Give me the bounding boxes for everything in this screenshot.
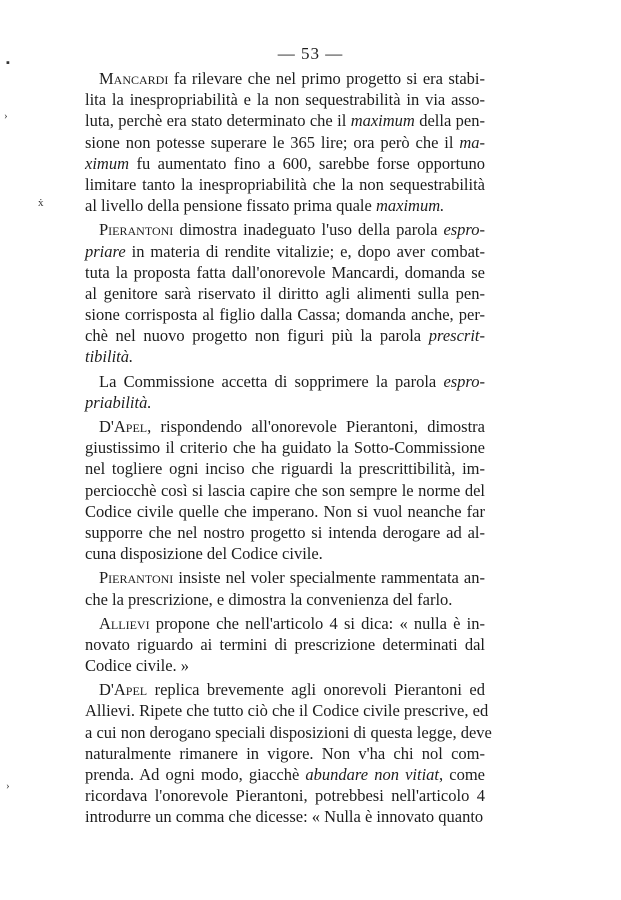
text-line bbox=[85, 679, 485, 700]
text-line bbox=[85, 132, 485, 153]
text-run: al genitore sarà riservato il diritto agli alimenti sulla pen- bbox=[85, 283, 485, 303]
speaker-name: D'Apel bbox=[99, 680, 148, 700]
text-line bbox=[85, 764, 485, 785]
text-run: replica brevemente agli onorevoli Pierantoni ed bbox=[147, 680, 485, 700]
text-run: fa rilevare che nel primo progetto si era stabi- bbox=[168, 69, 485, 88]
text-run: introdurre un comma che dicesse: « Nulla è innovato quanto bbox=[85, 807, 484, 827]
text-run: fu aumentato fino a 600, sarebbe forse opportuno bbox=[129, 153, 485, 173]
text-line bbox=[85, 304, 485, 325]
paragraph bbox=[85, 679, 492, 827]
text-run: nel togliere ogni inciso che riguardi la prescrittibilità, im- bbox=[85, 459, 485, 479]
margin-mark: › bbox=[6, 780, 10, 792]
text-run: propone che nell'articolo 4 si dica: « nulla è in- bbox=[149, 613, 485, 633]
text-run: a cui non derogano speciali disposizioni di questa legge, deve bbox=[85, 722, 492, 742]
text-line bbox=[85, 655, 485, 676]
italic-term: prescrit- bbox=[428, 326, 485, 346]
italic-term: espro- bbox=[443, 371, 485, 391]
text-line bbox=[85, 241, 485, 262]
paragraph bbox=[85, 371, 485, 413]
text-line bbox=[85, 89, 485, 110]
text-line bbox=[85, 700, 489, 721]
margin-mark: ▪ bbox=[6, 57, 10, 69]
text-run: chè nel nuovo progetto non figuri più la parola bbox=[85, 326, 429, 346]
text-line bbox=[85, 806, 485, 827]
text-run: , rispondendo all'onorevole Pierantoni, dimostra bbox=[147, 417, 485, 436]
text-run: al livello della pensione fissato prima quale bbox=[85, 196, 376, 216]
text-line bbox=[85, 68, 485, 89]
text-body bbox=[85, 68, 492, 828]
italic-term: tibilità. bbox=[85, 347, 134, 367]
text-run: insiste nel voler specialmente rammentata an- bbox=[173, 568, 485, 588]
text-line bbox=[85, 589, 485, 610]
text-line bbox=[85, 722, 492, 743]
text-run: novato riguardo ai termini di prescrizione determinati dal bbox=[85, 634, 485, 654]
margin-mark: ẋ bbox=[38, 197, 44, 209]
italic-term: maximum bbox=[350, 111, 415, 131]
italic-term: priare bbox=[85, 241, 126, 261]
speaker-name: D'Apel bbox=[99, 417, 148, 436]
paragraph bbox=[85, 68, 485, 216]
text-line bbox=[85, 371, 485, 392]
text-line bbox=[85, 743, 485, 764]
italic-term: maximum. bbox=[375, 196, 445, 216]
text-line bbox=[85, 785, 485, 806]
text-run: Allievi. Ripete che tutto ciò che il Codice civile prescrive, ed bbox=[85, 701, 489, 721]
text-run: dimostra inadeguato l'uso della parola bbox=[173, 220, 444, 240]
page-number: — 53 — bbox=[277, 44, 344, 63]
text-run: sione corrisposta al figlio dalla Cassa; domanda anche, per- bbox=[85, 305, 485, 325]
text-line bbox=[85, 480, 485, 501]
text-run: Codice civile. » bbox=[85, 656, 190, 676]
text-run: cuna disposizione del Codice civile. bbox=[85, 544, 323, 564]
italic-term: priabilità. bbox=[85, 392, 152, 412]
text-line bbox=[85, 110, 485, 131]
paragraph bbox=[85, 613, 485, 677]
text-line bbox=[85, 262, 485, 283]
text-run: perciocchè così si lascia capire che son sempre le norme del bbox=[85, 480, 485, 500]
text-line bbox=[85, 392, 485, 413]
text-line bbox=[85, 416, 485, 437]
text-line bbox=[85, 325, 485, 346]
paragraph bbox=[85, 219, 485, 367]
text-run: , come bbox=[439, 765, 485, 784]
text-line bbox=[85, 174, 485, 195]
text-line bbox=[85, 501, 485, 522]
text-line bbox=[85, 437, 485, 458]
text-run: in materia di rendite vitalizie; e, dopo aver combat- bbox=[125, 241, 485, 261]
italic-term: ma- bbox=[459, 132, 485, 152]
text-line bbox=[85, 613, 485, 634]
text-run: ricordava l'onorevole Pierantoni, potrebbesi nell'articolo 4 bbox=[85, 786, 485, 806]
text-run: lita la inespropriabilità e la non sequestrabilità in via asso- bbox=[85, 90, 485, 110]
text-run: naturalmente rimanere in vigore. Non v'ha chi nol com- bbox=[85, 743, 485, 763]
italic-term: espro- bbox=[443, 220, 485, 240]
speaker-name: Mancardi bbox=[99, 69, 169, 88]
italic-term: abundare non vitiat bbox=[305, 765, 439, 784]
text-line bbox=[85, 283, 485, 304]
text-run: luta, perchè era stato determinato che il bbox=[85, 111, 351, 131]
text-line bbox=[85, 522, 485, 543]
text-run: prenda. Ad ogni modo, giacchè bbox=[85, 765, 306, 784]
text-line bbox=[85, 634, 485, 655]
text-run: che la prescrizione, e dimostra la convenienza del farlo. bbox=[85, 589, 453, 609]
text-run: La Commissione accetta di sopprimere la parola bbox=[99, 371, 444, 391]
text-run: giustissimo il criterio che ha guidato la Sotto-Commissione bbox=[85, 438, 485, 458]
text-line bbox=[85, 543, 485, 564]
text-line bbox=[85, 219, 485, 240]
text-line bbox=[85, 458, 485, 479]
text-run: sione non potesse superare le 365 lire; ora però che il bbox=[85, 132, 460, 152]
text-run: della pen- bbox=[414, 111, 485, 131]
paragraph bbox=[85, 567, 485, 609]
text-run: tuta la proposta fatta dall'onorevole Mancardi, domanda se bbox=[85, 262, 485, 282]
speaker-name: Pierantoni bbox=[99, 220, 174, 240]
text-line bbox=[85, 195, 485, 216]
text-run: Codice civile quelle che imperano. Non si vuol neanche far bbox=[85, 501, 485, 521]
text-run: limitare tanto la inespropriabilità che la non sequestrabilità bbox=[85, 174, 485, 194]
margin-mark: › bbox=[4, 110, 8, 122]
speaker-name: Allievi bbox=[99, 613, 150, 633]
italic-term: ximum bbox=[85, 153, 129, 173]
paragraph bbox=[85, 416, 485, 564]
speaker-name: Pierantoni bbox=[99, 568, 174, 588]
text-line bbox=[85, 567, 485, 588]
text-run: supporre che nel nostro progetto si intenda derogare ad al- bbox=[85, 522, 485, 542]
text-line bbox=[85, 346, 485, 367]
text-line bbox=[85, 153, 485, 174]
